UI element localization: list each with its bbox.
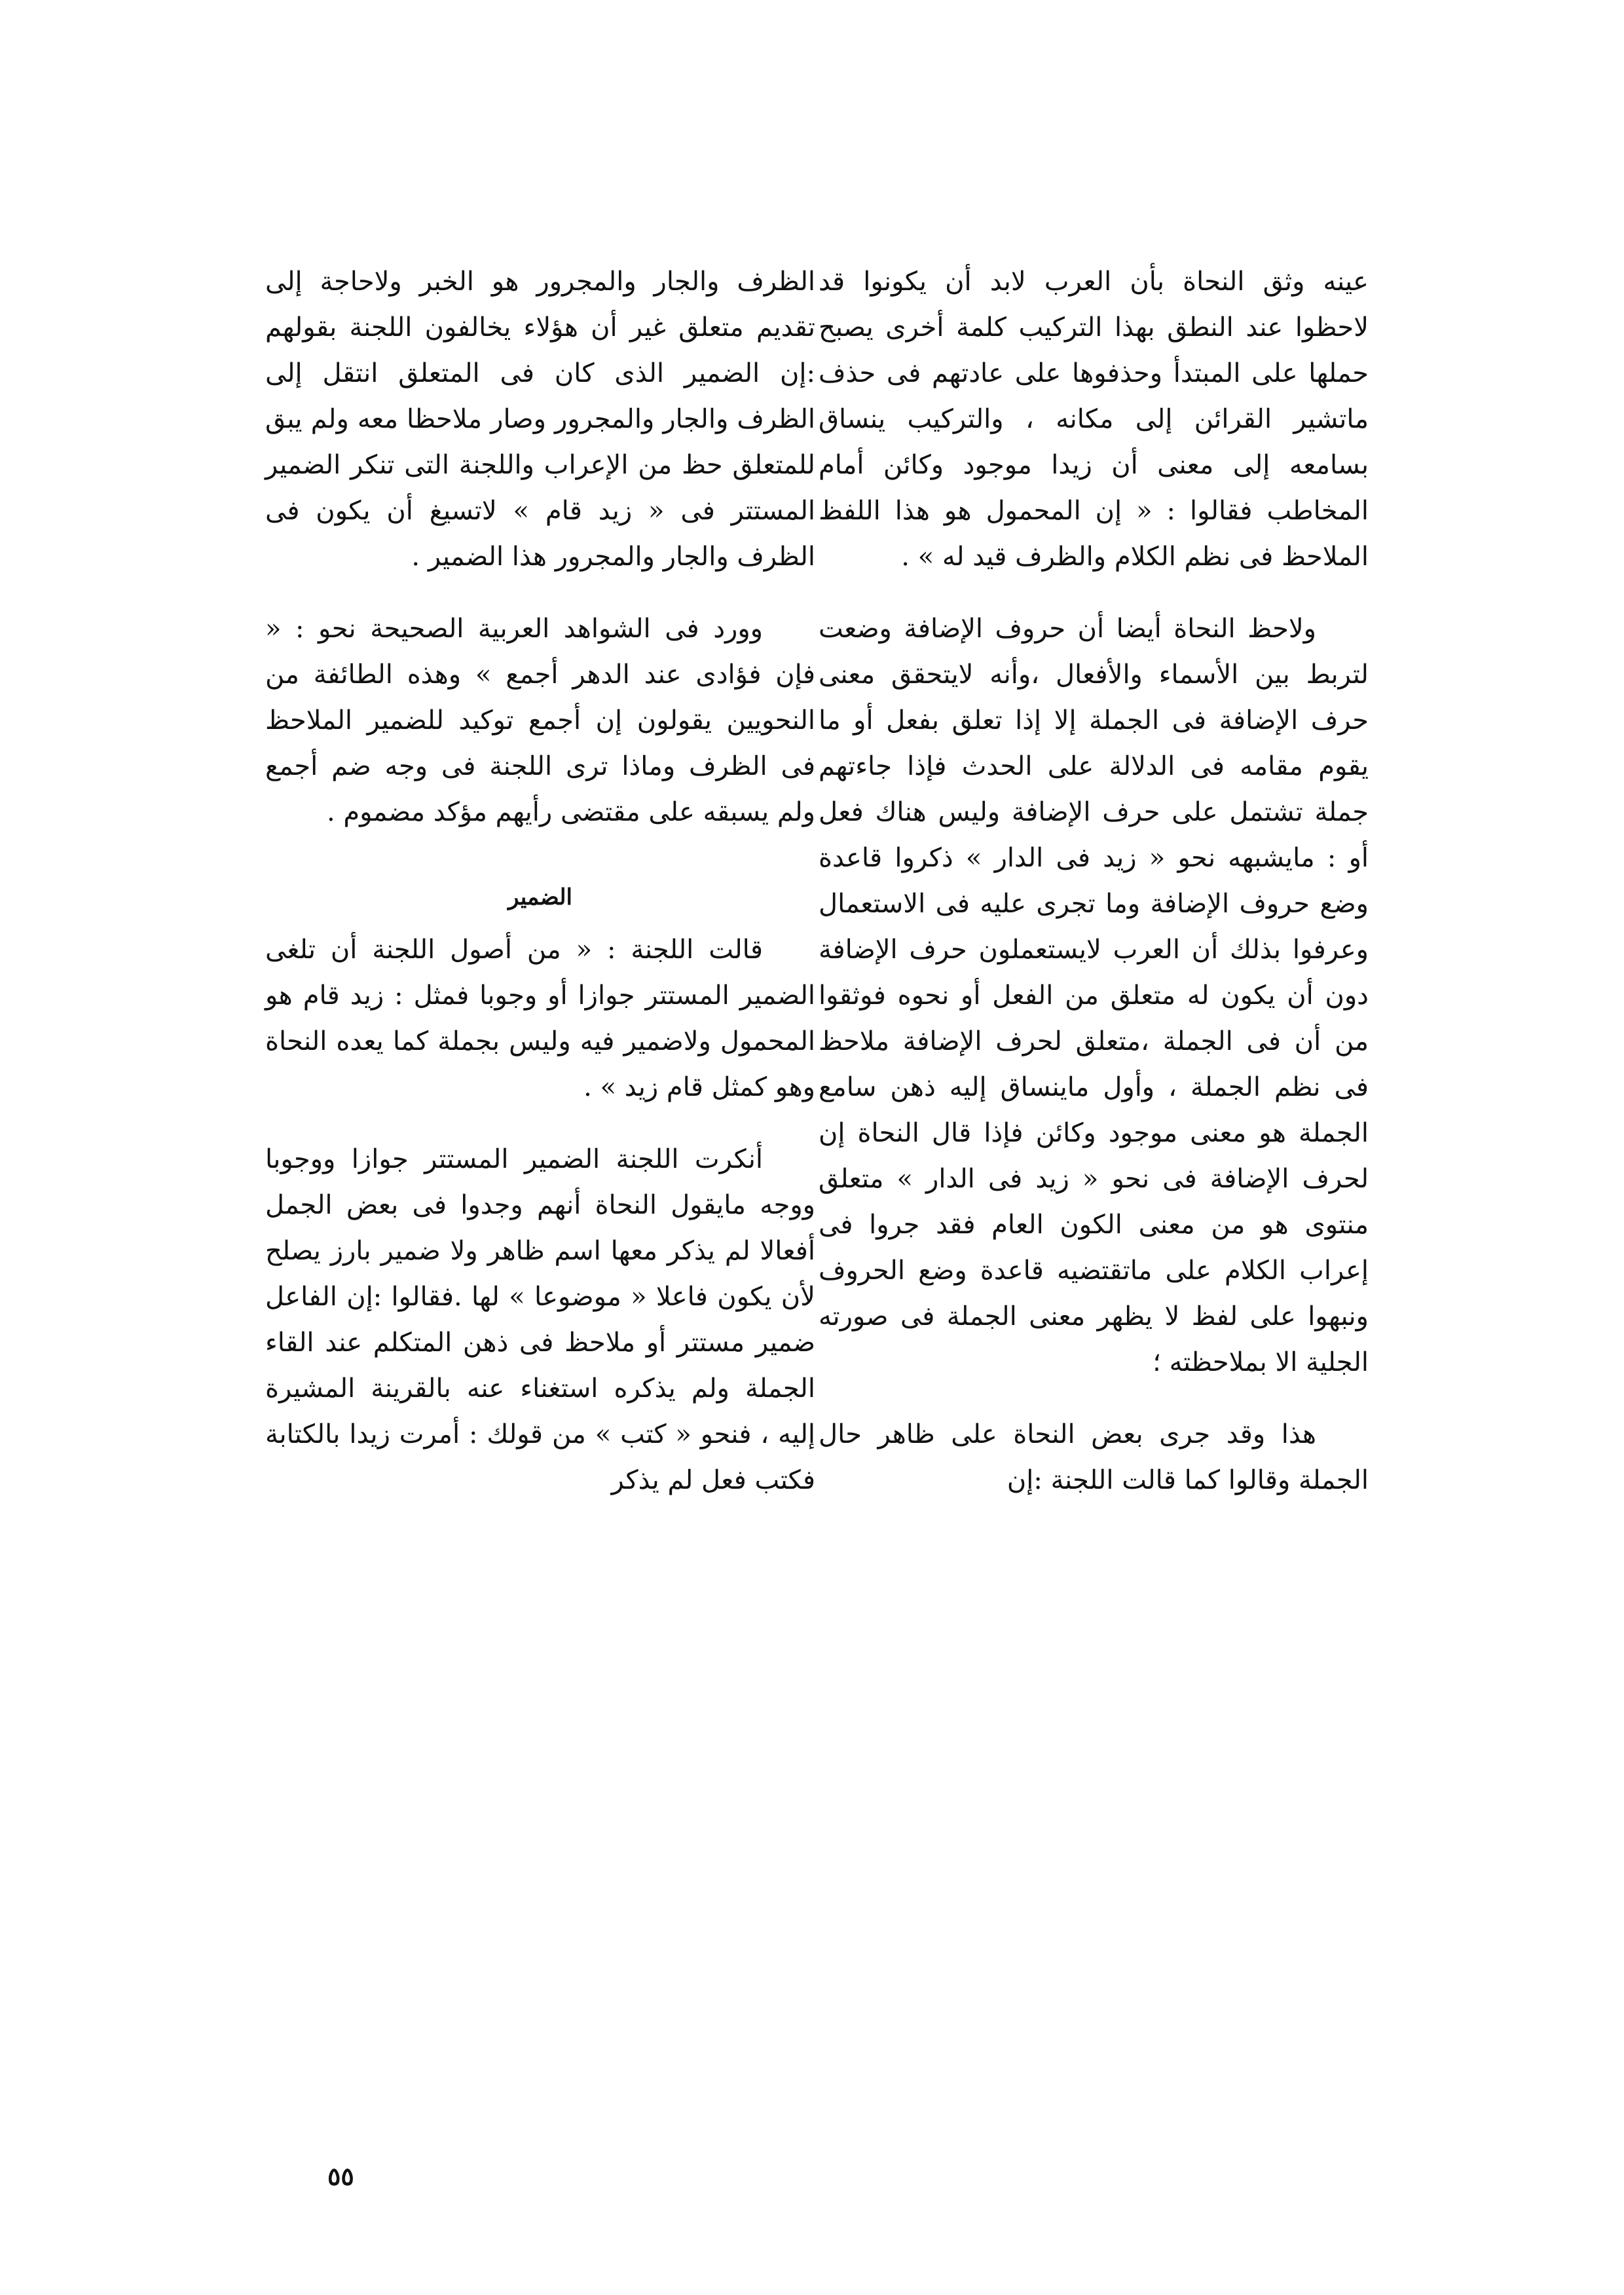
- paragraph: عينه وثق النحاة بأن العرب لابد أن يكونوا قد لاحظوا عند النطق بهذا التركيب كلمة أخرى يصبح حملها على المبتدأ وحذفوها على عادتهم فى حذف ماتشير القرائن إلى مكانه ، والتركيب ينساق بسامعه إلى معنى أن زيدا موجود وكائن أمام المخاطب فقالوا : « إن المحمول هو هذا اللفظ الملاحظ فى نظم الكلام والظرف قيد له » .: [819, 267, 1369, 572]
- left-column: [265, 259, 815, 1503]
- paragraph: أنكرت اللجنة الضمير المستتر جوازا ووجوبا ووجه مايقول النحاة أنهم وجدوا فى بعض الجمل أفعالا لم يذكر معها اسم ظاهر ولا ضمير بارز يصلح لأن يكون فاعلا « موضوعا » لها .فقالوا :إن الفاعل ضمير مستتر أو ملاحظ فى ذهن المتكلم عند القاء الجملة ولم يذكره استغناء عنه بالقرينة المشيرة إليه ، فنحو « كتب » من قولك : أمرت زيدا بالكتابة فكتب فعل لم يذكر: [265, 1144, 815, 1495]
- paragraph: هذا وقد جرى بعض النحاة على ظاهر حال الجملة وقالوا كما قالت اللجنة :إن: [819, 1419, 1369, 1495]
- paragraph: الظرف والجار والمجرور هو الخبر ولاحاجة إلى تقديم متعلق غير أن هؤلاء يخالفون اللجنة بقولهم :إن الضمير الذى كان فى المتعلق انتقل إلى الظرف والجار والمجرور وصار ملاحظا معه ولم يبق للمتعلق حظ من الإعراب واللجنة التى تنكر الضمير المستتر فى « زيد قام » لاتسيغ أن يكون فى الظرف والجار والمجرور هذا الضمير .: [265, 267, 815, 572]
- paragraph: قالت اللجنة : « من أصول اللجنة أن تلغى الضمير المستتر جوازا أو وجوبا فمثل : زيد قام هو المحمول ولاضمير فيه وليس بجملة كما يعده النحاة وهو كمثل قام زيد » .: [265, 935, 815, 1102]
- paragraph: وورد فى الشواهد العربية الصحيحة نحو : « فإن فؤادى عند الدهر أجمع » وهذه الطائفة من النحويين يقولون إن أجمع توكيد للضمير الملاحظ فى الظرف وماذا ترى اللجنة فى وجه ضم أجمع ولم يسبقه على مقتضى رأيهم مؤكد مضموم .: [265, 614, 815, 827]
- section-heading: الضمير: [508, 884, 572, 910]
- paragraph: ولاحظ النحاة أيضا أن حروف الإضافة وضعت لتربط بين الأسماء والأفعال ،وأنه لايتحقق معنى حرف الإضافة فى الجملة إلا إذا تعلق بفعل أو ما يقوم مقامه فى الدلالة على الحدث فإذا جاءتهم جملة تشتمل على حرف الإضافة وليس هناك فعل أو : مايشبهه نحو « زيد فى الدار » ذكروا قاعدة وضع حروف الإضافة وما تجرى عليه فى الاستعمال وعرفوا بذلك أن العرب لايستعملون حرف الإضافة دون أن يكون له متعلق من الفعل أو نحوه فوثقوا من أن فى الجملة ،متعلق لحرف الإضافة ملاحظ فى نظم الجملة ، وأول ماينساق إليه ذهن سامع الجملة هو معنى موجود وكائن فإذا قال النحاة إن لحرف الإضافة فى نحو « زيد فى الدار » متعلق منتوى هو من معنى الكون العام فقد جروا فى إعراب الكلام على ماتقتضيه قاعدة وضع الحروف ونبهوا على لفظ لا يظهر معنى الجملة فى صورته الجلية الا بملاحظته ؛: [819, 614, 1369, 1377]
- right-column: [819, 259, 1369, 1503]
- page-number: ٥٥: [327, 2161, 354, 2191]
